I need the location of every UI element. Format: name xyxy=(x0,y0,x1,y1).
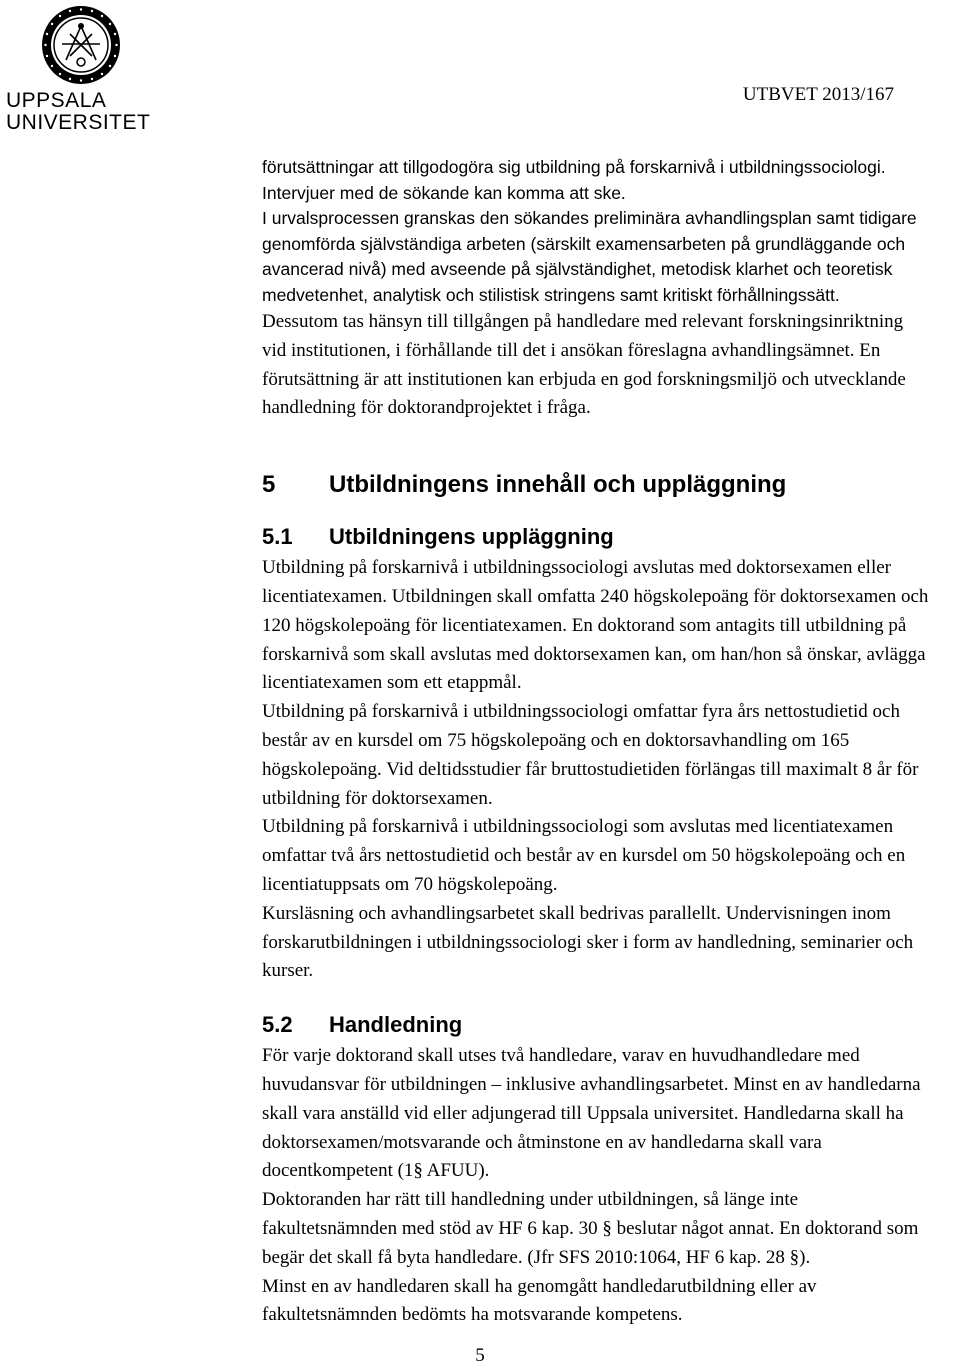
university-logo-text xyxy=(6,90,150,134)
section-heading-5-2 xyxy=(262,1008,932,1042)
document-number: UTBVET 2013/167 xyxy=(742,84,894,105)
paragraph-supervisors: För varje doktorand skall utses två handledare, varav en huvudhandledare med huvudansvar för utbildningen – inklusive avhandlingsarbetet. Minst en av handledarna skall vara anställd vid eller adjungerad till Uppsala universitet. Handledarna skall ha doktorsexamen/motsvarande och åtminstone en av handledarna skall vara docentkompetent (1§ AFUU). xyxy=(262,1045,921,1182)
paragraph-supervisor-availability: Dessutom tas hänsyn till tillgången på handledare med relevant forskningsinriktning vid institutionen, i förhållande till det i ansökan föreslagna avhandlingsämnet. En förutsättning är att institutionen kan erbjuda en god forskningsmiljö och utvecklande handledning för doktorandprojektet i fråga. xyxy=(262,311,906,419)
paragraph-licentiate-duration: Utbildning på forskarnivå i utbildningssociologi som avslutas med licentiatexamen omfattar två års nettostudietid och består av en kursdel om 50 högskolepoäng och en licentiatuppsats om 70 högskolepoäng. xyxy=(262,816,906,895)
paragraph-selection-process: I urvalsprocessen granskas den sökandes preliminära avhandlingsplan samt tidigare genomförda självständiga arbeten (särskilt examensarbeten på grundläggande och avancerad nivå) med avseende på självständighet, metodisk klarhet och teoretisk medvetenhet, analytisk och stilistisk stringens samt kritiskt förhållningssätt. xyxy=(262,208,917,305)
university-seal-icon xyxy=(40,4,122,86)
paragraph-doctoral-duration: Utbildning på forskarnivå i utbildningssociologi omfattar fyra års nettostudietid och består av en kursdel om 75 högskolepoäng och en doktorsavhandling om 165 högskolepoäng. Vid deltidsstudier får bruttostudietiden förlängas till maximalt 8 år för utbildning för doktorsexamen. xyxy=(262,701,919,809)
section-number: 5 xyxy=(262,471,276,499)
page-number: 5 xyxy=(475,1345,485,1366)
document-body xyxy=(262,155,932,1330)
section-title: Handledning xyxy=(329,1012,463,1038)
section-heading-5 xyxy=(262,464,932,506)
logo-line-1: UPPSALA xyxy=(6,89,107,112)
paragraph-coursework: Kursläsning och avhandlingsarbetet skall bedrivas parallellt. Undervisningen inom forskarutbildningen i utbildningssociologi sker i form av handledning, seminarier och kurser. xyxy=(262,902,914,982)
section-number: 5.1 xyxy=(262,524,293,550)
paragraph-admission-conditions: förutsättningar att tillgodogöra sig utbildning på forskarnivå i utbildningssociologi. Intervjuer med de sökande kan komma att ske. xyxy=(262,157,886,203)
paragraph-supervision-rights: Doktoranden har rätt till handledning under utbildningen, så länge inte fakultetsnämnden med stöd av HF 6 kap. 30 § beslutar något annat. En doktorand som begär det skall få byta handledare. (Jfr SFS 2010:1064, HF 6 kap. 28 §). xyxy=(262,1189,919,1268)
section-title: Utbildningens uppläggning xyxy=(329,524,614,550)
section-title: Utbildningens innehåll och uppläggning xyxy=(329,471,787,499)
section-heading-5-1 xyxy=(262,520,932,554)
section-number: 5.2 xyxy=(262,1012,293,1038)
paragraph-degree-structure: Utbildning på forskarnivå i utbildningssociologi avslutas med doktorsexamen eller licentiatexamen. Utbildningen skall omfatta 240 högskolepoäng för doktorsexamen och 120 högskolepoäng för licentiatexamen. En doktorand som antagits till utbildning på forskarnivå som skall avslutas med doktorsexamen kan, om han/hon så önskar, avlägga licentiatexamen som ett etappmål. xyxy=(262,557,929,694)
logo-line-2: UNIVERSITET xyxy=(6,111,151,134)
paragraph-supervisor-training: Minst en av handledaren skall ha genomgått handledarutbildning eller av fakultetsnämnden bedömts ha motsvarande kompetens. xyxy=(262,1275,817,1326)
